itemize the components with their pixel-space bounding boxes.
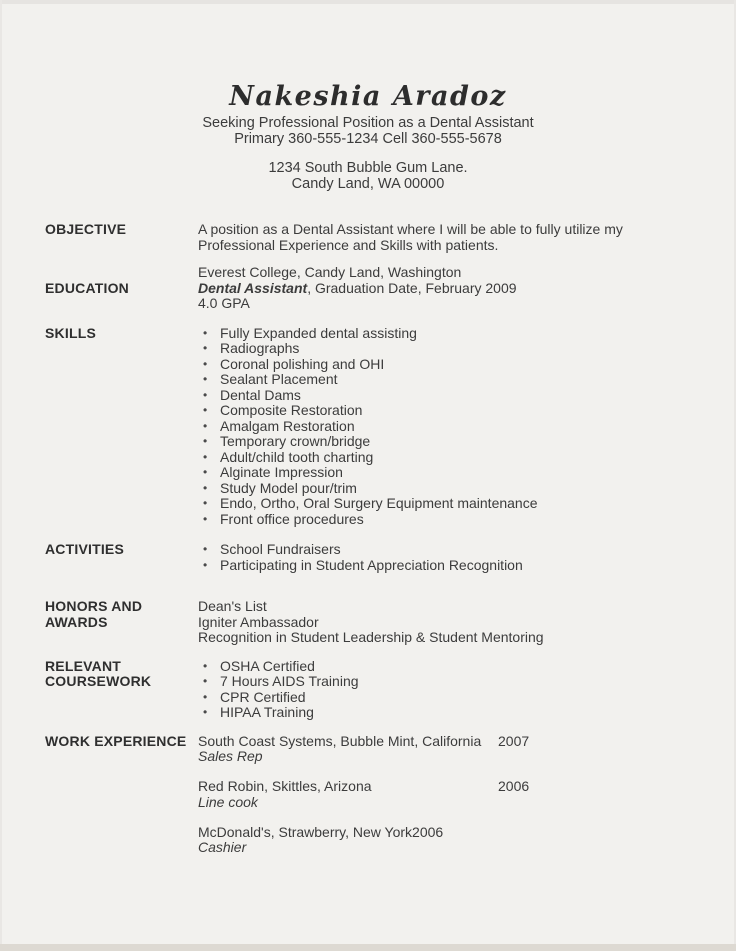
job-entry (198, 734, 680, 765)
bullet-icon: • (203, 511, 208, 526)
education-program: Dental Assistant (198, 279, 308, 296)
skill-item-text: Radiographs (220, 340, 300, 356)
coursework-item-text: OSHA Certified (220, 657, 315, 674)
skill-item-text: Dental Dams (220, 386, 301, 403)
education-details (198, 265, 680, 312)
skills-label: SKILLS (45, 324, 96, 341)
coursework-item-text: 7 Hours AIDS Training (220, 673, 359, 689)
header-phone-line: Primary 360-555-1234 Cell 360-555-5678 (234, 131, 502, 147)
skill-item (198, 419, 680, 435)
section-honors-awards (45, 599, 736, 646)
skill-item (198, 512, 680, 528)
section-skills (45, 326, 736, 528)
page-bottom-edge (0, 944, 736, 951)
activity-item (198, 542, 680, 558)
education-school-line: Everest College, Candy Land, Washington (198, 264, 462, 280)
bullet-icon: • (203, 372, 208, 386)
education-graduation: , Graduation Date, February 2009 (307, 279, 517, 296)
coursework-item (198, 659, 680, 675)
skill-item (198, 388, 680, 404)
honors-label: HONORS AND AWARDS (45, 598, 143, 630)
bullet-icon: • (203, 689, 208, 704)
skill-item (198, 357, 680, 373)
honor-item: Recognition in Student Leadership & Student Mentoring (198, 629, 544, 645)
coursework-label: RELEVANT COURSEWORK (45, 657, 152, 689)
activity-item-text: Participating in Student Appreciation Recognition (220, 556, 523, 573)
header-tagline: Seeking Professional Position as a Dental Assistant (202, 115, 534, 131)
skill-item (198, 403, 680, 419)
page-left-edge (0, 0, 2, 951)
bullet-icon: • (203, 705, 208, 719)
job-company: South Coast Systems, Bubble Mint, California (198, 732, 482, 749)
section-activities (45, 542, 736, 573)
job-company-line (198, 779, 680, 795)
bullet-icon: • (203, 341, 208, 355)
bullet-icon: • (203, 658, 208, 673)
skill-item-text: Composite Restoration (220, 402, 363, 418)
skill-item-text: Alginate Impression (220, 464, 343, 480)
job-company: Red Robin, Skittles, Arizona (198, 778, 372, 794)
coursework-item-text: CPR Certified (220, 688, 306, 705)
job-title: Line cook (198, 793, 258, 810)
skill-item (198, 450, 680, 466)
coursework-item (198, 674, 680, 690)
skill-item (198, 326, 680, 342)
honors-list (198, 599, 680, 646)
education-program-line (198, 281, 680, 297)
bullet-icon: • (203, 325, 208, 340)
bullet-icon: • (203, 465, 208, 479)
coursework-item-text: HIPAA Training (220, 704, 314, 720)
skill-item (198, 434, 680, 450)
activities-label: ACTIVITIES (45, 541, 125, 557)
work-experience-label: WORK EXPERIENCE (45, 732, 187, 749)
job-company-line (198, 825, 680, 841)
header-address-line1: 1234 South Bubble Gum Lane. (268, 160, 468, 176)
section-objective (45, 222, 736, 253)
bullet-icon: • (203, 674, 208, 688)
job-year: 2006 (498, 778, 530, 794)
education-gpa: 4.0 GPA (198, 295, 250, 311)
honor-item: Dean's List (198, 598, 267, 614)
bullet-icon: • (203, 557, 208, 572)
activity-item-text: School Fundraisers (220, 541, 341, 557)
skill-item (198, 481, 680, 497)
skill-item (198, 372, 680, 388)
bullet-icon: • (203, 542, 208, 556)
skill-item-text: Front office procedures (220, 510, 364, 527)
candidate-name: Nakeshia Aradoz (229, 81, 507, 112)
job-entry (198, 779, 680, 810)
job-company: McDonald's, Strawberry, New York (198, 823, 413, 840)
skill-item-text: Endo, Ortho, Oral Surgery Equipment maintenance (220, 495, 538, 511)
coursework-item (198, 690, 680, 706)
header-address-line2: Candy Land, WA 00000 (291, 176, 445, 192)
skill-item (198, 465, 680, 481)
skill-item-text: Coronal polishing and OHI (220, 355, 385, 372)
bullet-icon: • (203, 356, 208, 371)
section-work-experience (45, 734, 736, 871)
activity-item (198, 558, 680, 574)
jobs-list (198, 734, 680, 871)
coursework-item (198, 705, 680, 721)
objective-label: OBJECTIVE (45, 221, 127, 237)
skill-item-text: Sealant Placement (220, 371, 338, 387)
job-entry (198, 825, 680, 856)
bullet-icon: • (203, 434, 208, 448)
skill-item (198, 341, 680, 357)
job-title: Cashier (198, 839, 247, 855)
bullet-icon: • (203, 449, 208, 464)
job-company-line (198, 734, 680, 750)
skills-list (198, 326, 680, 528)
skill-item-text: Amalgam Restoration (220, 417, 355, 434)
bullet-icon: • (203, 480, 208, 495)
skill-item-text: Temporary crown/bridge (220, 433, 371, 449)
page-top-edge (0, 0, 736, 4)
bullet-icon: • (203, 496, 208, 510)
section-education (45, 265, 736, 312)
skill-item (198, 496, 680, 512)
job-title: Sales Rep (198, 748, 263, 764)
skill-item-text: Study Model pour/trim (220, 479, 357, 496)
honor-item: Igniter Ambassador (198, 613, 319, 630)
bullet-icon: • (203, 403, 208, 417)
job-year: 2007 (498, 732, 530, 749)
coursework-list (198, 659, 680, 721)
job-year: 2006 (412, 823, 444, 840)
resume-header (0, 0, 736, 192)
skill-item-text: Adult/child tooth charting (220, 448, 374, 465)
skill-item-text: Fully Expanded dental assisting (220, 324, 417, 341)
bullet-icon: • (203, 418, 208, 433)
section-relevant-coursework (45, 659, 736, 721)
education-label: EDUCATION (45, 279, 129, 296)
activities-list (198, 542, 680, 573)
bullet-icon: • (203, 387, 208, 402)
objective-text: A position as a Dental Assistant where I will be able to fully utilize my Professional Experience and Skills with patients. (198, 221, 623, 253)
